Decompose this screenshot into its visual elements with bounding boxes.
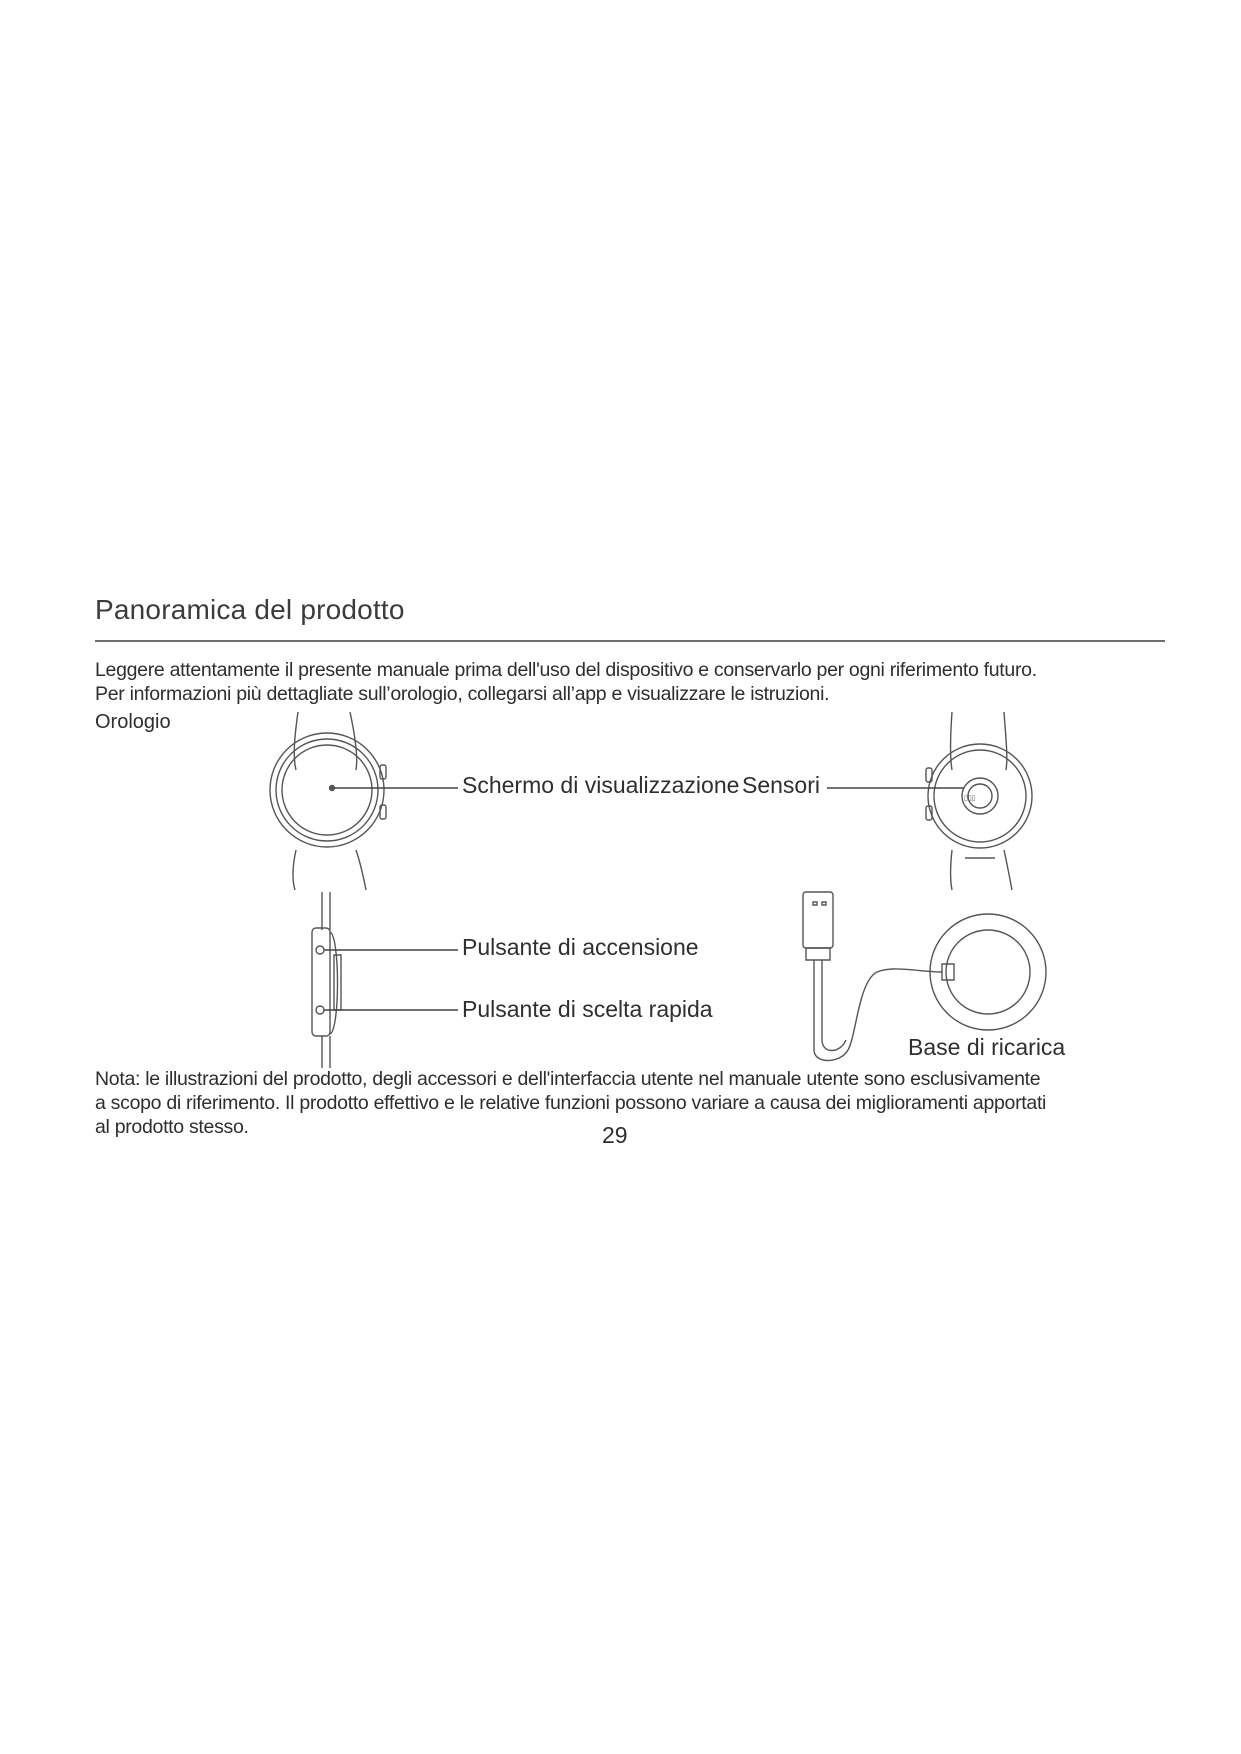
charging-base-label: Base di ricarica xyxy=(908,1034,1066,1060)
power-button-label: Pulsante di accensione xyxy=(462,934,699,960)
watch-heading: Orologio xyxy=(95,711,171,733)
watch-side-illustration xyxy=(312,892,341,1068)
note-line-3: al prodotto stesso. xyxy=(95,1116,249,1138)
note-paragraph xyxy=(95,1067,1046,1139)
sensor-glyphs: ▯▯▯ xyxy=(964,794,976,802)
sensors-label: Sensori xyxy=(742,772,820,798)
intro-line-2: Per informazioni più dettagliate sull’orologio, collegarsi all’app e visualizzare le istruzioni. xyxy=(95,683,830,705)
watch-back-illustration xyxy=(926,712,1032,890)
page-number: 29 xyxy=(602,1122,628,1148)
intro-line-1: Leggere attentamente il presente manuale prima dell'uso del dispositivo e conservarlo per ogni riferimento futuro. xyxy=(95,659,1037,681)
section-title: Panoramica del prodotto xyxy=(95,594,405,625)
screen-point xyxy=(330,786,335,791)
note-line-1: Nota: le illustrazioni del prodotto, degli accessori e dell'interfaccia utente nel manuale utente sono esclusivamente xyxy=(95,1068,1041,1090)
watch-front-illustration xyxy=(270,712,386,890)
shortcut-button-label: Pulsante di scelta rapida xyxy=(462,996,713,1022)
screen-label: Schermo di visualizzazione xyxy=(462,772,740,798)
note-line-2: a scopo di riferimento. Il prodotto effettivo e le relative funzioni possono variare a causa dei miglioramenti apportati xyxy=(95,1092,1047,1114)
